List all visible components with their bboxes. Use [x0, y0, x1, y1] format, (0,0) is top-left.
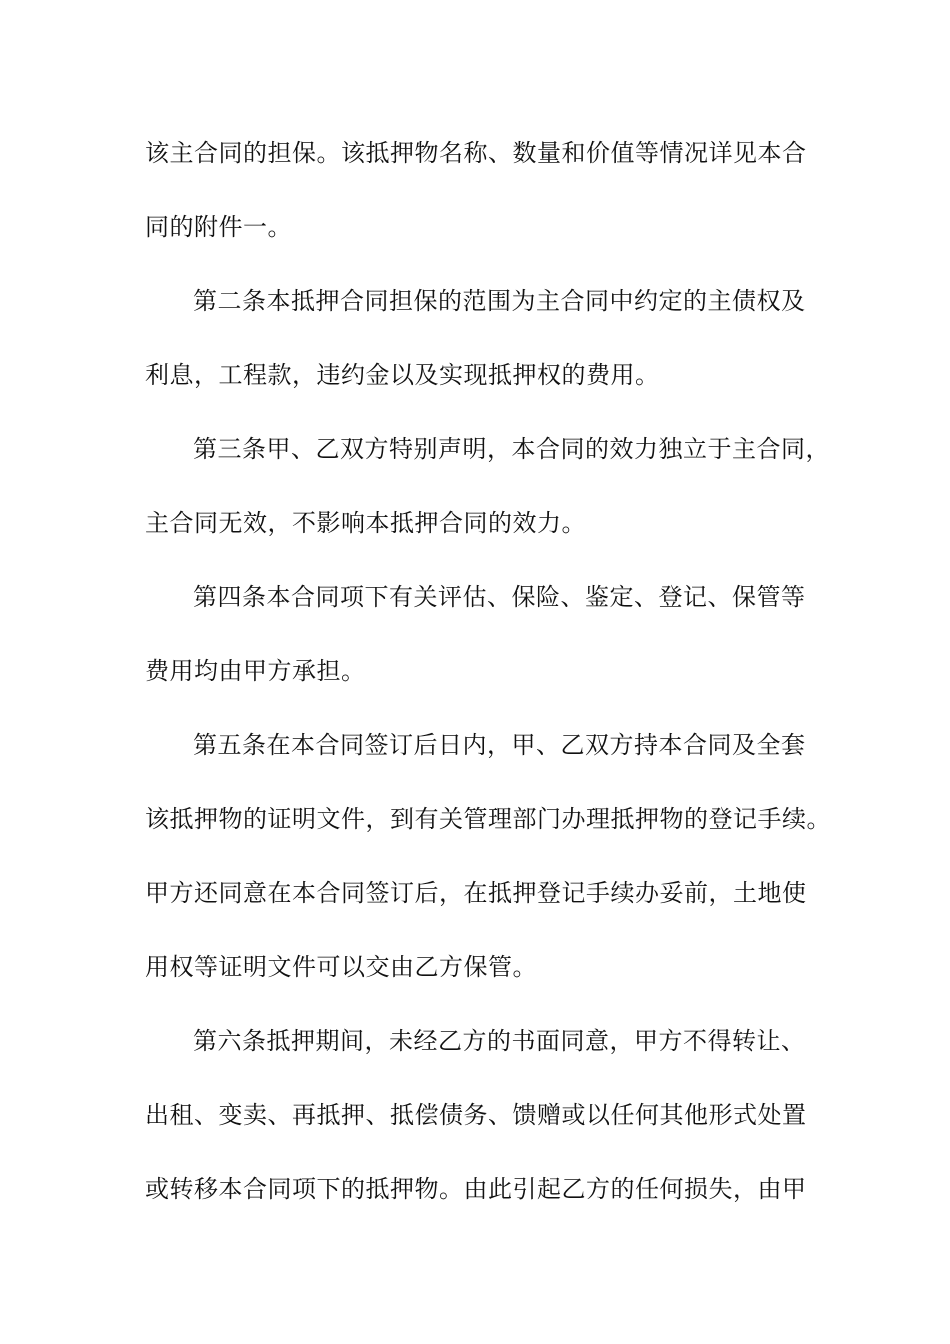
text-line: 利息，工程款，违约金以及实现抵押权的费用。	[145, 361, 660, 389]
text-line: 该抵押物的证明文件，到有关管理部门办理抵押物的登记手续。	[145, 805, 831, 833]
text-line: 出租、变卖、再抵押、抵偿债务、馈赠或以任何其他形式处置	[145, 1101, 807, 1129]
text-line: 该主合同的担保。该抵押物名称、数量和价值等情况详见本合	[145, 139, 807, 167]
text-line: 用权等证明文件可以交由乙方保管。	[145, 953, 537, 981]
article-4-start: 第四条本合同项下有关评估、保险、鉴定、登记、保管等	[193, 583, 806, 611]
text-line: 同的附件一。	[145, 213, 292, 241]
text-line: 主合同无效，不影响本抵押合同的效力。	[145, 509, 586, 537]
text-line: 甲方还同意在本合同签订后，在抵押登记手续办妥前，土地使	[145, 879, 807, 907]
article-2-start: 第二条本抵押合同担保的范围为主合同中约定的主债权及	[193, 287, 806, 315]
text-line: 或转移本合同项下的抵押物。由此引起乙方的任何损失，由甲	[145, 1175, 807, 1203]
article-3-start: 第三条甲、乙双方特别声明，本合同的效力独立于主合同，	[193, 435, 830, 463]
article-6-start: 第六条抵押期间，未经乙方的书面同意，甲方不得转让、	[193, 1027, 806, 1055]
article-5-start: 第五条在本合同签订后日内，甲、乙双方持本合同及全套	[193, 731, 806, 759]
text-line: 费用均由甲方承担。	[145, 657, 366, 685]
